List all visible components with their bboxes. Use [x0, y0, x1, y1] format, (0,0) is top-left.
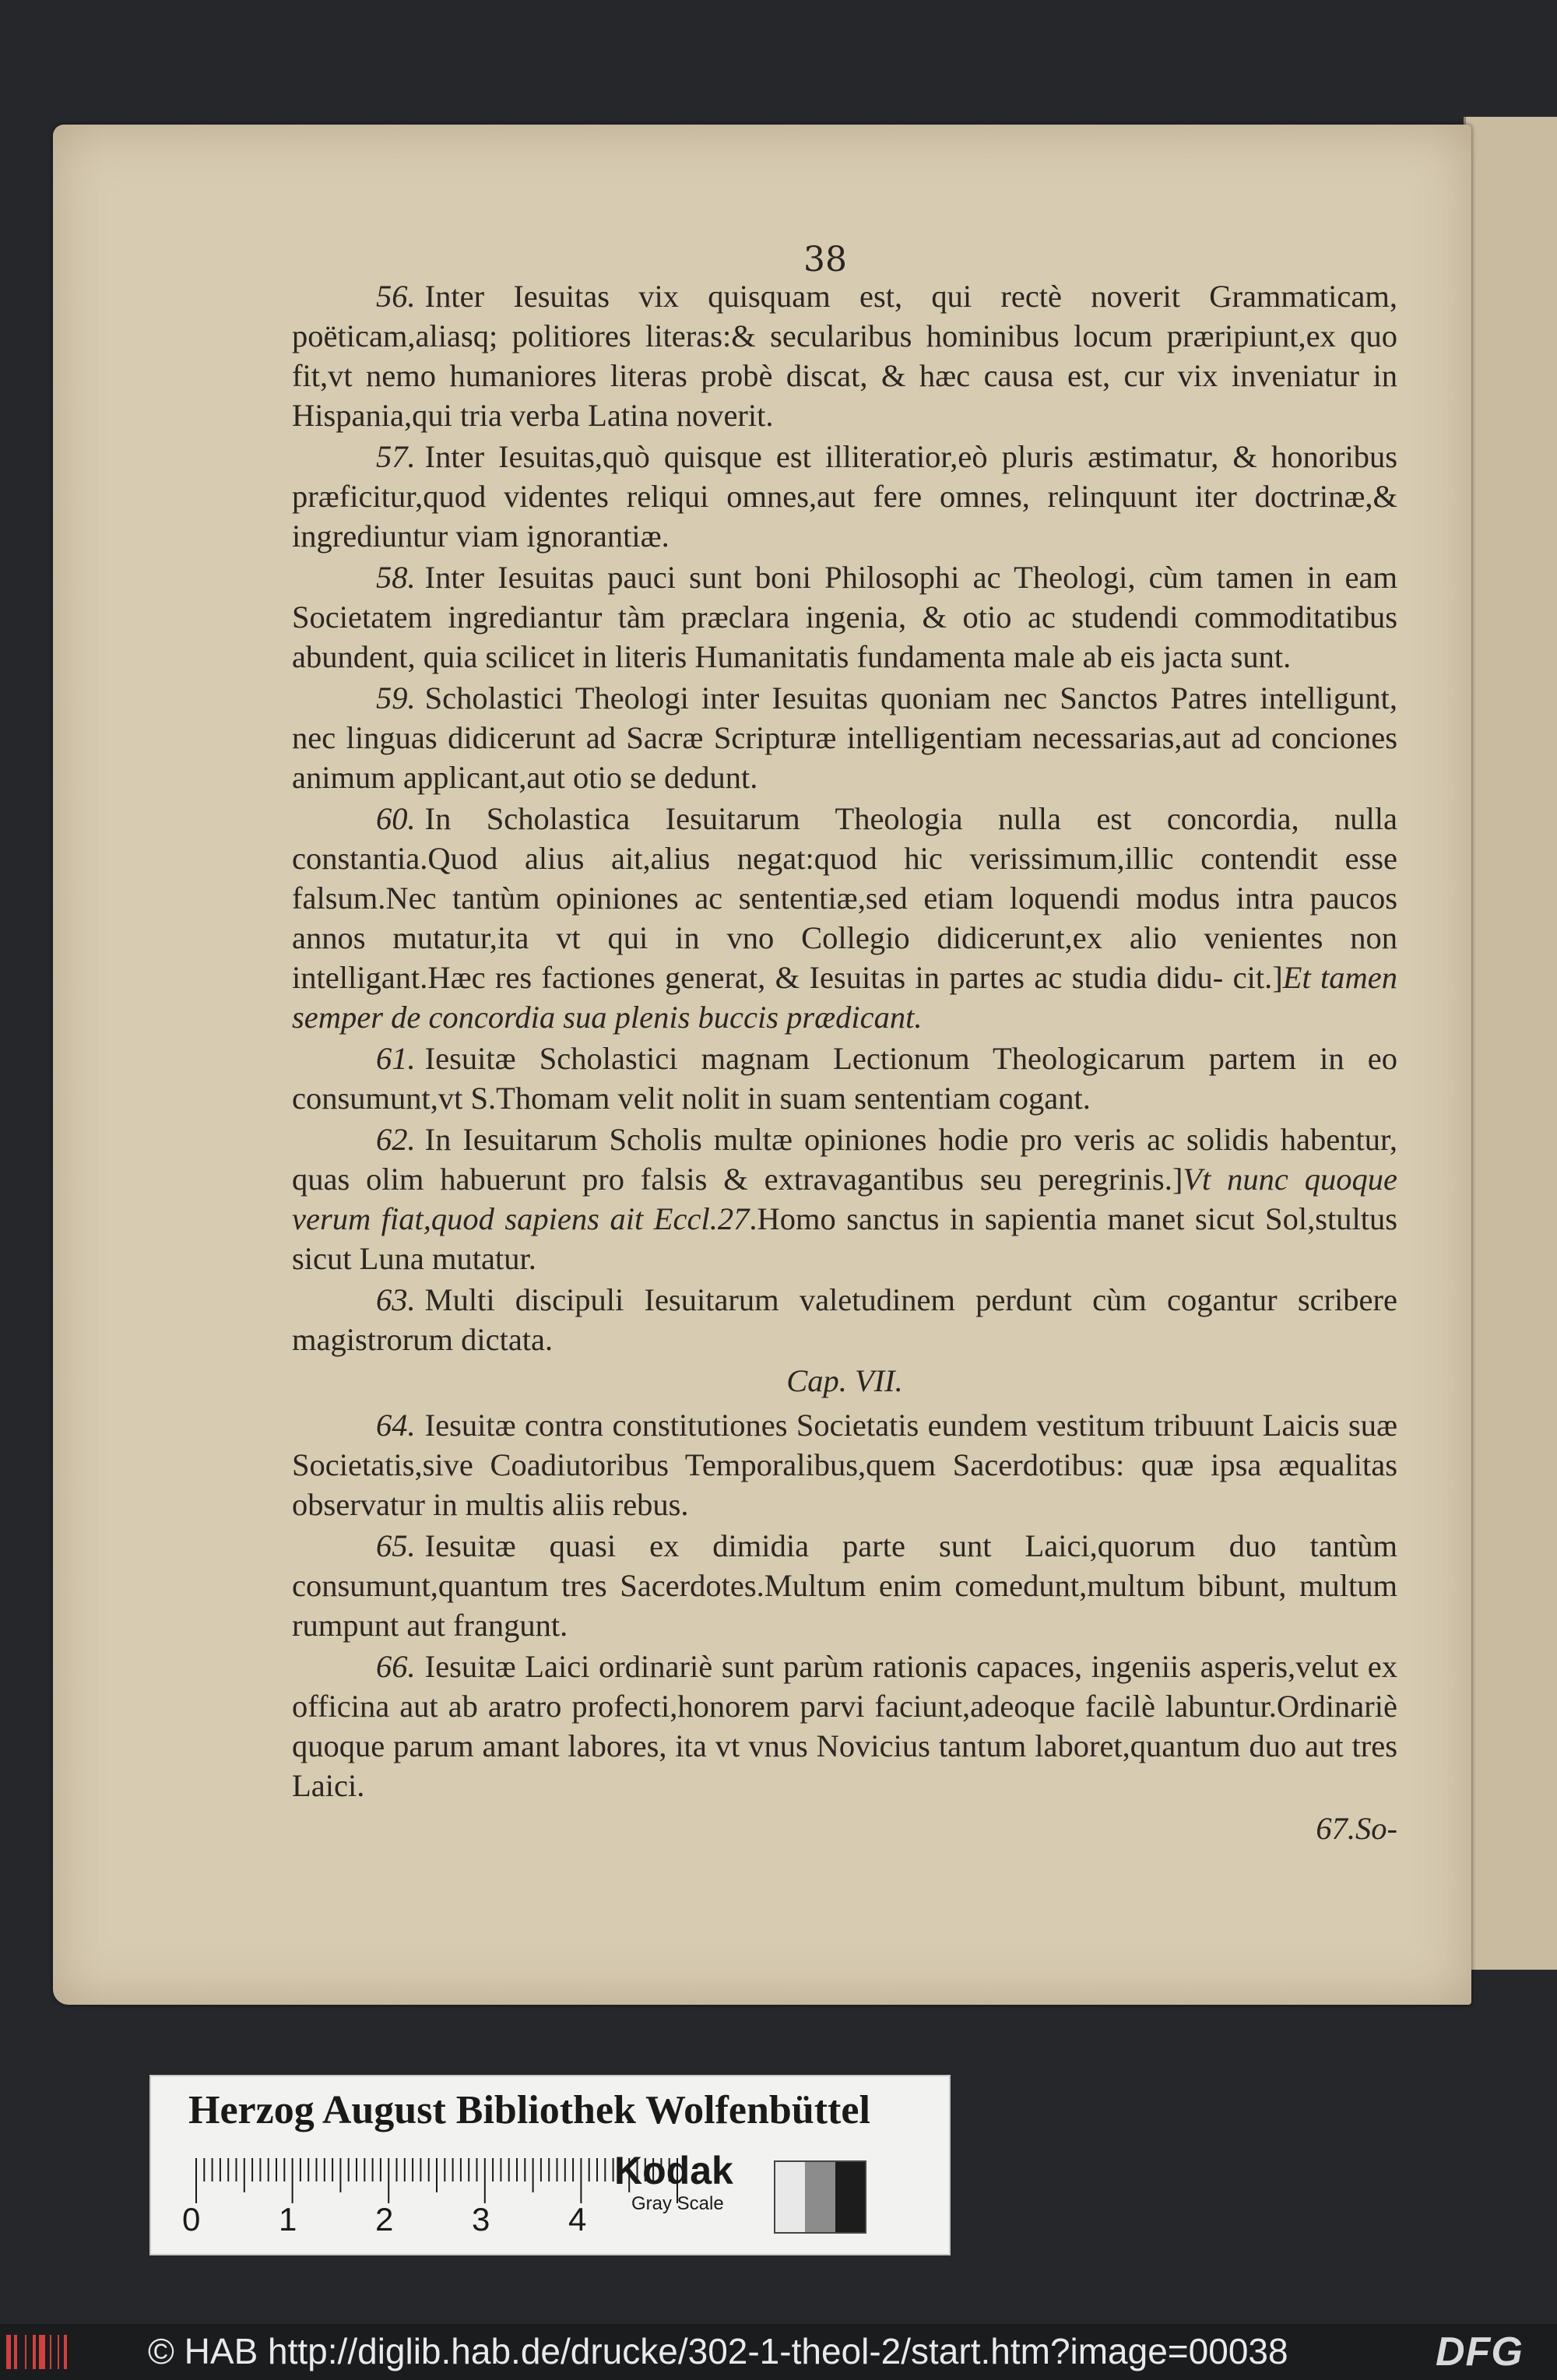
paragraph-59: [292, 678, 1397, 797]
paragraph-number: 56.: [376, 279, 416, 314]
paragraph-text: Iesuitæ Scholastici magnam Lectionum Theologicarum partem in eo consumunt,vt S.Thomam velit nolit in suam sententiam cogant.: [292, 1041, 1397, 1116]
paragraph-57: [292, 437, 1397, 556]
paragraph-number: 66.: [376, 1649, 416, 1684]
paragraph-number: 62.: [376, 1122, 416, 1157]
adjacent-page-edge: [1464, 117, 1557, 1970]
paragraph-text: Iesuitæ Laici ordinariè sunt parùm rationis capaces, ingeniis asperis,velut ex officina aut ab aratro profecti,honorem parvi faciunt,adeoque facilè labuntur.Ordinariè quoque parum amant labores, ita vt vnus Novicius tantum laboret,quantum duo aut tres Laici.: [292, 1649, 1397, 1803]
paragraph-56: [292, 276, 1397, 435]
paragraph-text: Inter Iesuitas,quò quisque est illiteratior,eò pluris æstimatur, & honoribus præficitur,quod videntes reliqui omnes,aut fere omnes, relinquunt iter doctrinæ,& ingrediuntur viam ignorantiæ.: [292, 439, 1397, 554]
barcode-bar: [50, 2335, 51, 2369]
paragraph-number: 59.: [376, 680, 416, 715]
paragraph-58: [292, 557, 1397, 677]
ruler-label: 2: [375, 2201, 394, 2238]
ruler-label: 4: [568, 2201, 587, 2238]
gray-patch-dark: [835, 2162, 865, 2232]
color-reference-card: [149, 2075, 951, 2255]
barcode-icon: [5, 2335, 67, 2369]
chapter-heading: Cap. VII.: [786, 1363, 903, 1398]
paragraph-number: 61.: [376, 1041, 416, 1076]
paragraph-text-tail: .Homo sanctus in sapientia manet sicut Sol,stultus sicut Luna mutatur.: [292, 1201, 1397, 1276]
gray-patch-light: [775, 2162, 805, 2232]
paragraph-italic-gloss: Vt nunc quoque verum fiat,quod sapiens ait Eccl.27: [292, 1162, 1397, 1236]
gray-scale-patches: [774, 2160, 866, 2234]
source-url-link[interactable]: © HAB http://diglib.hab.de/drucke/302-1-theol-2/start.htm?image=00038: [148, 2331, 1288, 2371]
paragraph-number: 64.: [376, 1408, 416, 1443]
barcode-bar: [25, 2335, 26, 2369]
paragraph-italic-gloss: Et tamen semper de concordia sua plenis buccis prædicant.: [292, 960, 1398, 1035]
kodak-logo: Kodak: [614, 2149, 733, 2192]
barcode-bar: [33, 2335, 36, 2369]
dfg-logo: DFG: [1436, 2329, 1524, 2375]
paragraph-number: 60.: [376, 801, 416, 836]
paragraph-66: [292, 1647, 1397, 1805]
paragraph-64: [292, 1405, 1397, 1524]
ruler-label: 3: [472, 2201, 490, 2238]
ruler-label: 1: [279, 2201, 297, 2238]
paragraph-text: Multi discipuli Iesuitarum valetudinem perdunt cùm cogantur scribere magistrorum dictata.: [292, 1282, 1397, 1357]
catchword: 67.So-: [1316, 1811, 1397, 1846]
paragraph-62: [292, 1120, 1397, 1278]
page-number: 38: [803, 240, 847, 279]
paragraph-number: 58.: [376, 560, 416, 595]
paragraph-61: [292, 1039, 1397, 1118]
paragraph-text: Scholastici Theologi inter Iesuitas quoniam nec Sanctos Patres intelligunt, nec linguas didicerunt ad Sacræ Scripturæ intelligentiam necessarias,aut ad conciones animum applicant,aut otio se dedunt.: [292, 680, 1397, 795]
ruler-label: 0: [182, 2201, 201, 2238]
paragraph-text: In Scholastica Iesuitarum Theologia nulla est concordia, nulla constantia.Quod alius ait,alius negat:quod hic verissimum,illic contendit esse falsum.Nec tantùm opiniones ac sententiæ,sed etiam loquendi modus intra paucos annos mutatur,ita vt qui in vno Collegio didicerunt,ex alio venientes non intelligant.Hæc res factiones generat, & Iesuitas in partes ac studia didu- cit.]: [292, 801, 1397, 995]
paragraph-number: 63.: [376, 1282, 416, 1317]
paragraph-text: Inter Iesuitas pauci sunt boni Philosophi ac Theologi, cùm tamen in eam Societatem ingrediantur tàm præclara ingenia, & otio ac studendi commoditatibus abundent, quia scilicet in literis Humanitatis fundamenta male ab eis jacta sunt.: [292, 560, 1397, 674]
gray-scale-label: Gray Scale: [631, 2193, 724, 2214]
barcode-bar: [14, 2335, 17, 2369]
paragraph-text: In Iesuitarum Scholis multæ opiniones hodie pro veris ac solidis habentur, quas olim habuerunt pro falsis & extravagantibus seu peregrinis.]: [292, 1122, 1397, 1197]
paragraph-number: 65.: [376, 1528, 416, 1563]
barcode-bar: [39, 2335, 45, 2369]
paragraph-text: Iesuitæ contra constitutiones Societatis eundem vestitum tribuunt Laicis suæ Societatis,sive Coadiutoribus Temporalibus,quem Sacerdotibus: quæ ipsa æqualitas observatur in multis aliis rebus.: [292, 1408, 1397, 1522]
paragraph-text: Inter Iesuitas vix quisquam est, qui rectè noverit Grammaticam, poëticam,aliasq; politiores literas:& secularibus hominibus locum præripiunt,ex quo fit,vt nemo humaniores literas probè discat, & hæc causa est, cur vix inveniatur in Hispania,qui tria verba Latina noverit.: [292, 279, 1397, 433]
paragraph-number: 57.: [376, 439, 416, 474]
paragraph-60: [292, 799, 1397, 1037]
library-name: Herzog August Bibliothek Wolfenbüttel: [188, 2088, 870, 2132]
barcode-bar: [58, 2335, 59, 2369]
paragraph-63: [292, 1280, 1397, 1359]
page-text: [292, 276, 1397, 1848]
barcode-bar: [6, 2335, 11, 2369]
paragraph-65: [292, 1526, 1397, 1645]
viewer-footer: [0, 2324, 1557, 2380]
barcode-bar: [64, 2335, 67, 2369]
gray-patch-mid: [805, 2162, 835, 2232]
paragraph-text: Iesuitæ quasi ex dimidia parte sunt Laici,quorum duo tantùm consumunt,quantum tres Sacerdotes.Multum enim comedunt,multum bibunt, multum rumpunt aut frangunt.: [292, 1528, 1397, 1643]
